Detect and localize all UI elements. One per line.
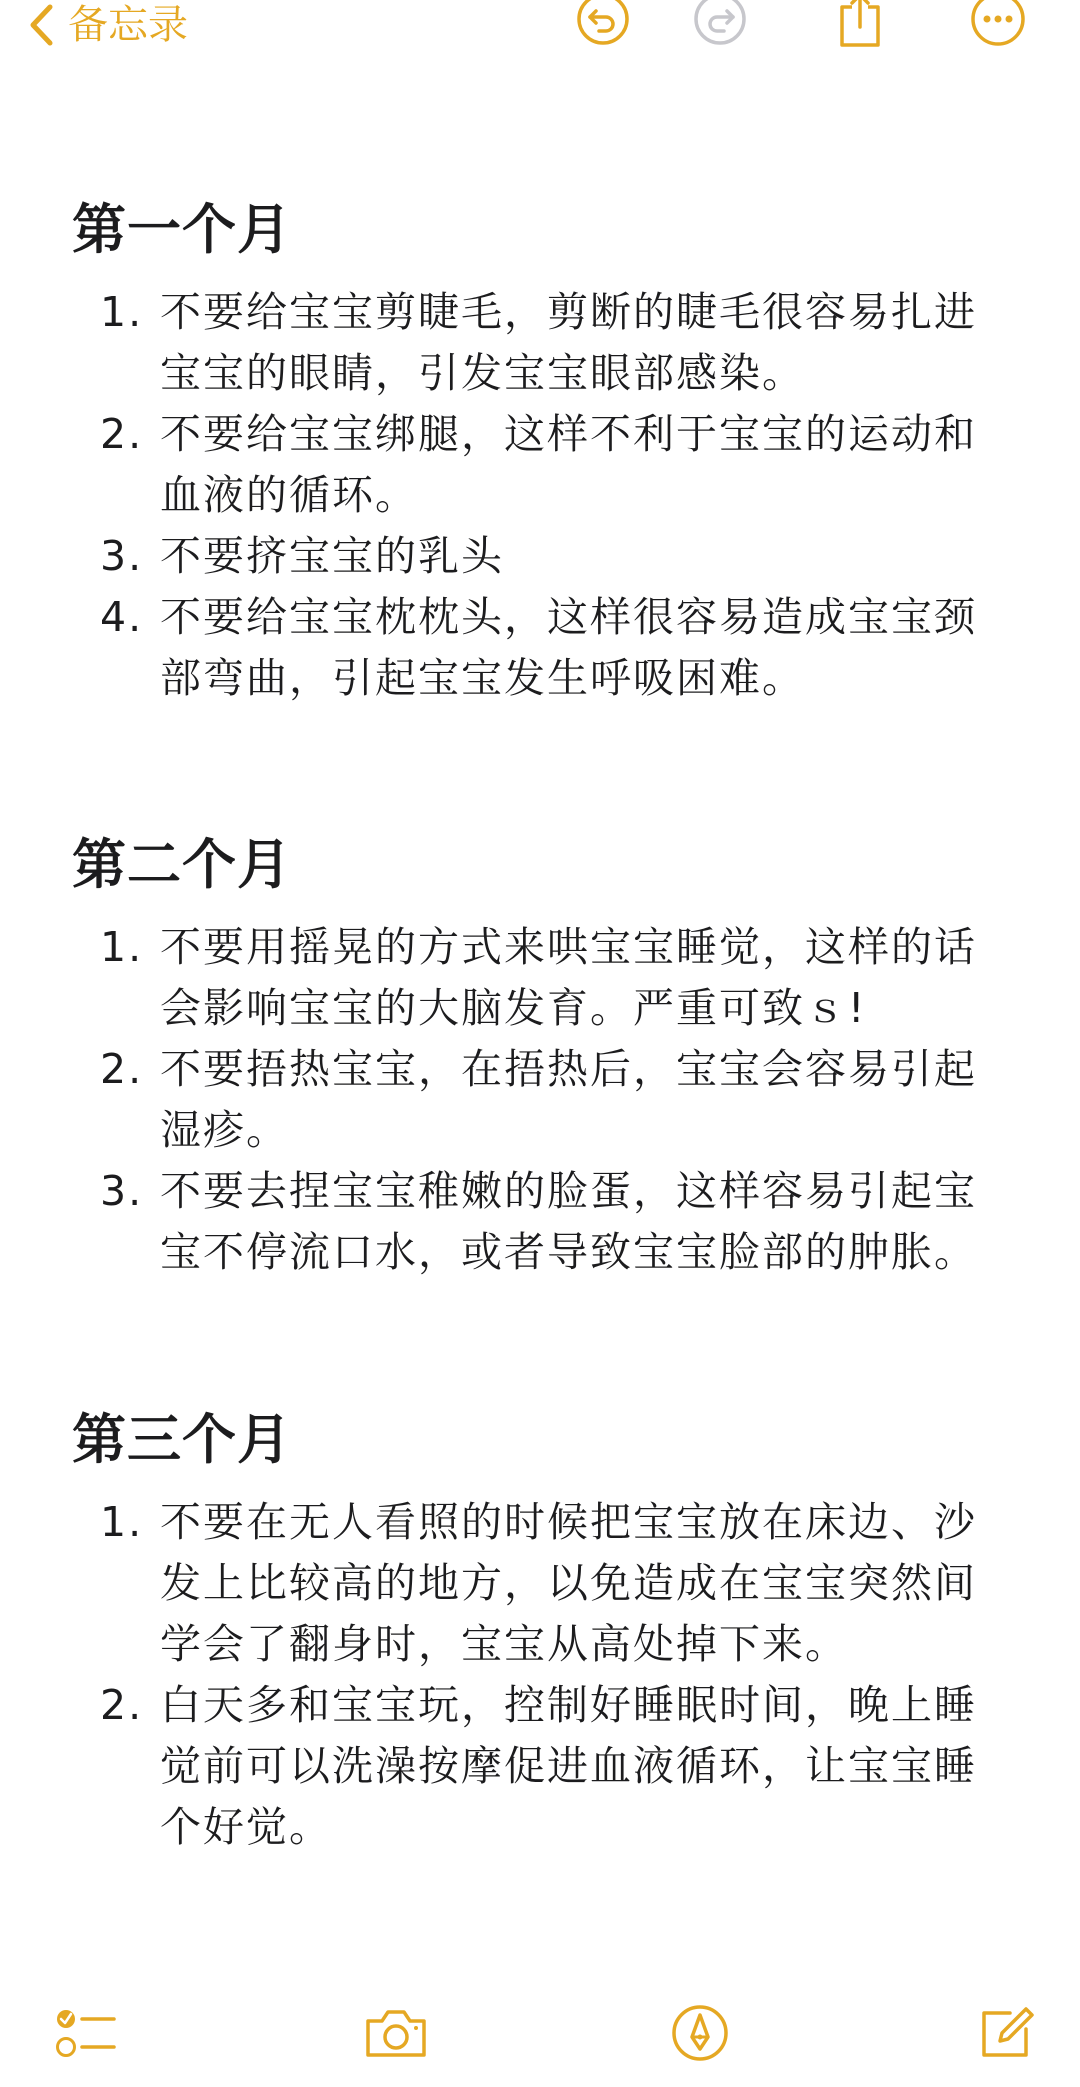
more-button[interactable] xyxy=(968,0,1028,50)
more-icon xyxy=(969,0,1027,56)
item-text: 不要用摇晃的方式来哄宝宝睡觉，这样的话会影响宝宝的大脑发育。严重可致ｓ! xyxy=(160,923,977,1032)
bottom-toolbar xyxy=(0,2000,1080,2087)
item-text: 不要给宝宝枕枕头，这样很容易造成宝宝颈部弯曲，引起宝宝发生呼吸困难。 xyxy=(160,593,977,702)
numbered-list xyxy=(0,282,1080,709)
item-number: 4. xyxy=(100,593,144,641)
item-text: 不要捂热宝宝，在捂热后，宝宝会容易引起湿疹。 xyxy=(160,1045,977,1154)
item-text: 白天多和宝宝玩，控制好睡眠时间，晚上睡觉前可以洗澡按摩促进血液循环，让宝宝睡个好觉。 xyxy=(160,1681,977,1851)
numbered-list xyxy=(0,1492,1080,1858)
list-item xyxy=(0,1675,1080,1858)
item-number: 2. xyxy=(100,410,144,458)
share-icon xyxy=(832,0,888,55)
section-title: 第二个月 xyxy=(72,833,292,896)
redo-button[interactable] xyxy=(690,0,750,50)
list-item xyxy=(0,1492,1080,1675)
item-text: 不要给宝宝绑腿，这样不利于宝宝的运动和血液的循环。 xyxy=(160,410,977,519)
redo-icon xyxy=(692,0,748,55)
item-text: 不要给宝宝剪睫毛，剪断的睫毛很容易扎进宝宝的眼睛，引发宝宝眼部感染。 xyxy=(160,288,977,397)
list-item xyxy=(0,282,1080,404)
list-item xyxy=(0,1161,1080,1283)
checklist-button[interactable] xyxy=(46,2000,126,2070)
top-nav-bar xyxy=(0,0,1080,60)
share-button[interactable] xyxy=(830,0,890,50)
list-item xyxy=(0,526,1080,587)
list-item xyxy=(0,587,1080,709)
compose-button[interactable] xyxy=(966,2000,1046,2070)
section-title: 第三个月 xyxy=(72,1408,292,1471)
item-number: 1. xyxy=(100,288,144,336)
numbered-list xyxy=(0,917,1080,1283)
undo-icon xyxy=(575,0,631,55)
markup-pen-icon xyxy=(670,2003,730,2067)
item-number: 3. xyxy=(100,532,144,580)
list-item xyxy=(0,917,1080,1039)
item-number: 1. xyxy=(100,923,144,971)
item-number: 1. xyxy=(100,1498,144,1546)
undo-button[interactable] xyxy=(573,0,633,50)
camera-button[interactable] xyxy=(356,2000,436,2070)
chevron-left-icon xyxy=(28,3,54,47)
list-item xyxy=(0,404,1080,526)
item-text: 不要去捏宝宝稚嫩的脸蛋，这样容易引起宝宝不停流口水，或者导致宝宝脸部的肿胀。 xyxy=(160,1167,977,1276)
compose-icon xyxy=(976,2003,1036,2067)
item-number: 2. xyxy=(100,1681,144,1729)
camera-icon xyxy=(362,2005,430,2065)
item-number: 2. xyxy=(100,1045,144,1093)
item-number: 3. xyxy=(100,1167,144,1215)
list-item xyxy=(0,1039,1080,1161)
item-text: 不要挤宝宝的乳头 xyxy=(160,532,504,580)
item-text: 不要在无人看照的时候把宝宝放在床边、沙发上比较高的地方，以免造成在宝宝突然间学会了翻身时，宝宝从高处掉下来。 xyxy=(160,1498,977,1668)
back-button[interactable] xyxy=(28,0,188,50)
section-title: 第一个月 xyxy=(72,198,292,261)
back-label: 备忘录 xyxy=(68,2,188,48)
markup-button[interactable] xyxy=(660,2000,740,2070)
checklist-icon xyxy=(54,2003,118,2067)
